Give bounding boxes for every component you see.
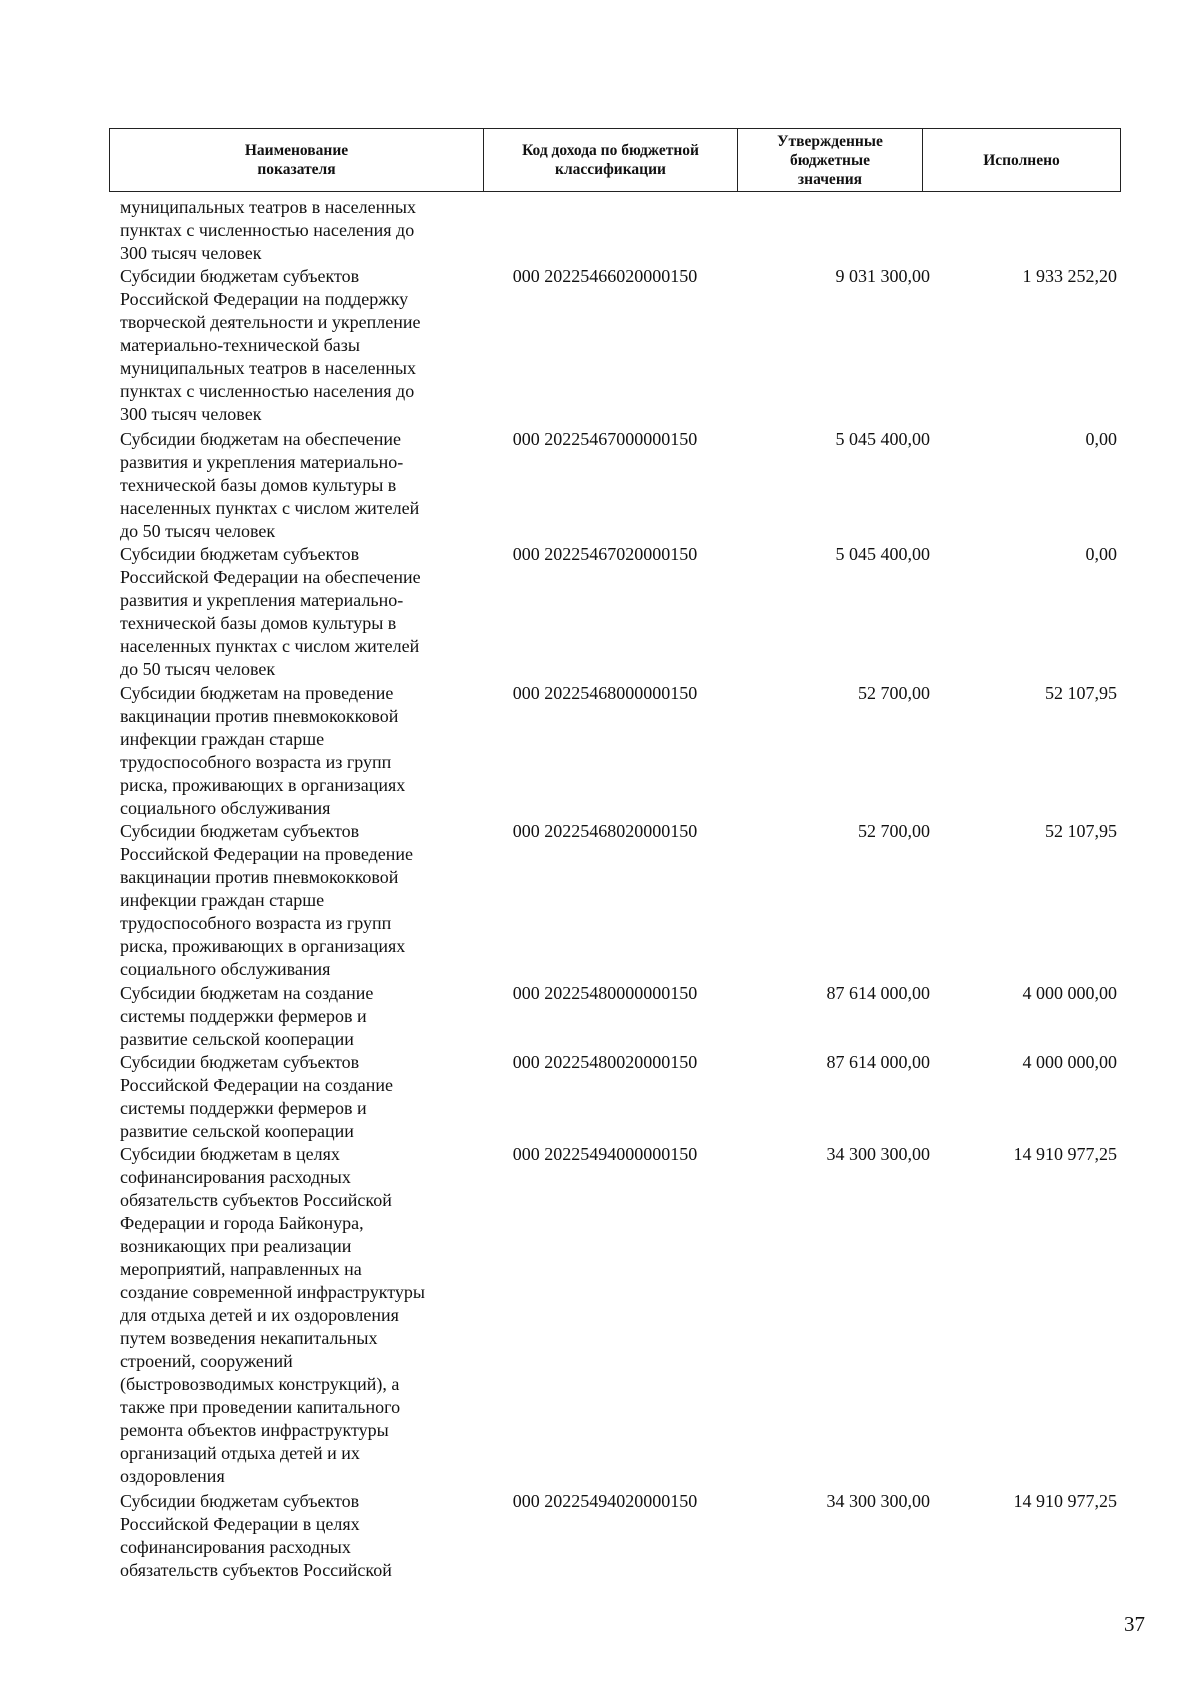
row-code: 000 20225480000000150 [512,983,698,1003]
row-code: 000 20225468020000150 [512,821,698,841]
row-code: 000 20225480020000150 [512,1052,698,1072]
row-approved: 52 700,00 [858,821,930,841]
row-name: Субсидии бюджетам на создание системы поддержки фермеров и развитие сельской кооперации [120,983,374,1049]
row-executed: 0,00 [1085,429,1117,449]
row-code: 000 20225467000000150 [512,429,698,449]
row-code: 000 20225467020000150 [512,544,698,564]
row-executed: 52 107,95 [1045,821,1117,841]
row-name: Субсидии бюджетам на обеспечение развития и укрепления материально- технической базы домов культуры в населенных пунктах с числом жителей до 50 тысяч человек [120,429,420,541]
column-header-code: Код дохода по бюджетной классификации [483,129,737,191]
column-header-approved: Утвержденные бюджетные значения [737,129,922,191]
row-code: 000 20225494000000150 [512,1144,698,1164]
row-approved: 52 700,00 [858,683,930,703]
row-approved: 34 300 300,00 [826,1144,930,1164]
row-name: Субсидии бюджетам на проведение вакцинации против пневмококковой инфекции граждан старше трудоспособного возраста из групп риска, проживающих в организациях социального обслуживания [120,683,406,818]
row-executed: 14 910 977,25 [1013,1491,1117,1511]
row-name: Субсидии бюджетам в целях софинансирования расходных обязательств субъектов Российской Федерации и города Байконура, возникающих при реализации мероприятий, направленных на создание современной инфраструктуры для отдыха детей и их оздоровления путем возведения некапитальных строений, сооружений (быстровозводимых конструкций), а также при проведении капитального ремонта объектов инфраструктуры организаций отдыха детей и их оздоровления [120,1144,425,1486]
row-code: 000 20225466020000150 [512,266,698,286]
row-executed: 1 933 252,20 [1022,266,1117,286]
row-name: Субсидии бюджетам субъектов Российской Федерации в целях софинансирования расходных обязательств субъектов Российской [120,1491,392,1580]
row-name: Субсидии бюджетам субъектов Российской Федерации на обеспечение развития и укрепления материально- технической базы домов культуры в населенных пунктах с числом жителей до 50 тысяч человек [120,544,421,679]
row-name: Субсидии бюджетам субъектов Российской Федерации на поддержку творческой деятельности и укрепление материально-технической базы муниципальных театров в населенных пунктах с численностью населения до 300 тысяч человек [120,266,421,424]
row-approved: 87 614 000,00 [826,1052,930,1072]
row-executed: 52 107,95 [1045,683,1117,703]
row-code: 000 20225494020000150 [512,1491,698,1511]
row-name: Субсидии бюджетам субъектов Российской Федерации на проведение вакцинации против пневмококковой инфекции граждан старше трудоспособного возраста из групп риска, проживающих в организациях социального обслуживания [120,821,414,979]
row-code: 000 20225468000000150 [512,683,698,703]
row-approved: 5 045 400,00 [835,429,930,449]
table-header [109,128,1121,192]
row-executed: 0,00 [1085,544,1117,564]
row-name: Субсидии бюджетам субъектов Российской Федерации на создание системы поддержки фермеров и развитие сельской кооперации [120,1052,394,1141]
row-approved: 34 300 300,00 [826,1491,930,1511]
row-approved: 87 614 000,00 [826,983,930,1003]
row-executed: 4 000 000,00 [1022,1052,1117,1072]
page-number: 37 [1124,1612,1145,1636]
row-name: муниципальных театров в населенных пунктах с численностью населения до 300 тысяч человек [120,197,416,263]
row-approved: 9 031 300,00 [835,266,930,286]
row-approved: 5 045 400,00 [835,544,930,564]
column-header-name: Наименование показателя [244,142,349,178]
row-executed: 14 910 977,25 [1013,1144,1117,1164]
column-header-executed: Исполнено [922,129,1120,191]
row-executed: 4 000 000,00 [1022,983,1117,1003]
